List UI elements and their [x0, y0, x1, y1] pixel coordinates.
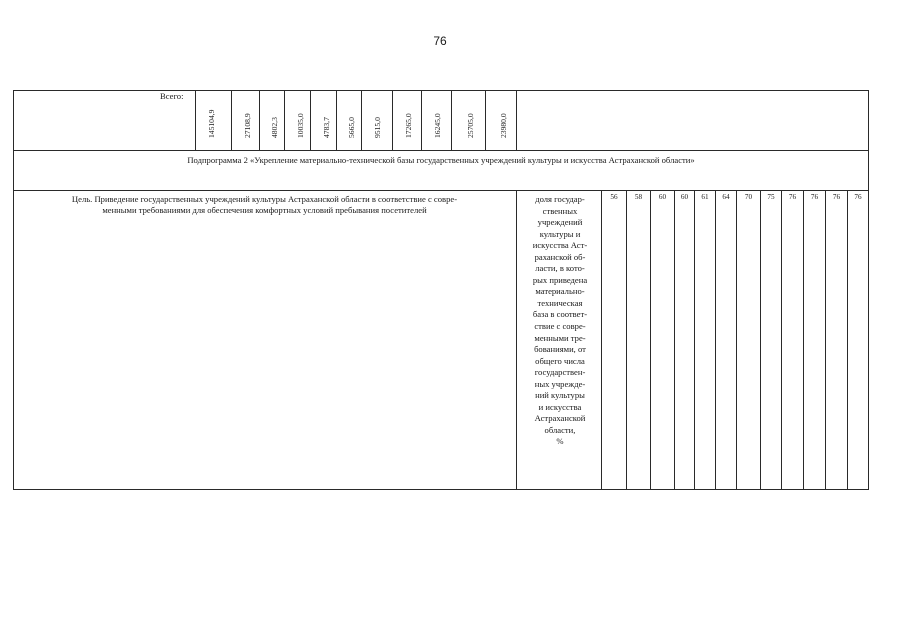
column-divider [310, 90, 311, 150]
indicator-line: общего числа [535, 355, 585, 366]
table-left-border [13, 90, 14, 490]
column-divider [421, 90, 422, 150]
column-divider [516, 90, 517, 150]
indicator-line: ственных [542, 205, 578, 216]
indicator-line: ний культуры [535, 390, 585, 401]
column-divider [361, 90, 362, 150]
indicator-line: менными тре- [534, 332, 586, 343]
indicator-value: 76 [854, 193, 862, 201]
total-value: 145104,9 [207, 109, 216, 138]
total-value-cell [263, 92, 277, 147]
total-value: 9515,0 [373, 117, 382, 138]
indicator-value: 60 [658, 193, 667, 201]
indicator-value: 64 [722, 193, 730, 201]
column-divider [736, 190, 737, 490]
total-value-cell [426, 92, 440, 147]
indicator-line: техническая [537, 297, 583, 308]
column-divider [781, 190, 782, 490]
column-divider [825, 190, 826, 490]
indicator-value: 60 [680, 193, 689, 201]
goal-text-line-2: менными требованиями для обеспечения комфортных условий пребывания посетителей [102, 205, 427, 215]
indicator-line: и искусства [538, 401, 582, 412]
total-value-cell [397, 92, 411, 147]
total-value: 25705,0 [466, 113, 475, 138]
column-divider [392, 90, 393, 150]
column-divider [195, 90, 196, 150]
total-value-cell [236, 92, 250, 147]
column-divider [715, 190, 716, 490]
indicator-value: 58 [634, 193, 643, 201]
total-value-cell [459, 92, 473, 147]
column-divider [451, 90, 452, 150]
indicator-value: 76 [788, 193, 797, 201]
indicator-line: доля государ- [535, 194, 585, 204]
total-value: 27108,9 [243, 113, 252, 138]
indicator-line: бованиями, от [534, 344, 586, 355]
column-divider [259, 90, 260, 150]
total-value: 23980,0 [499, 113, 508, 138]
total-value-cell [366, 92, 380, 147]
table-top-border [13, 90, 869, 91]
column-divider [284, 90, 285, 150]
column-divider [626, 190, 627, 490]
indicator-line: рых приведена [532, 274, 588, 285]
column-divider [485, 90, 486, 150]
total-value-cell [340, 92, 354, 147]
indicator-value: 76 [832, 193, 841, 201]
indicator-line: области, [544, 424, 576, 435]
indicator-line: культуры и [539, 228, 581, 239]
page-number: 76 [433, 34, 447, 48]
indicator-line: % [556, 436, 564, 447]
indicator-line: государствен- [534, 367, 586, 378]
total-value: 16245,0 [433, 113, 442, 138]
column-divider [674, 190, 675, 490]
column-divider [847, 190, 848, 490]
table-right-border [868, 90, 869, 490]
column-divider [650, 190, 651, 490]
indicator-line: ласти, в кото- [535, 263, 585, 274]
indicator-line: Астраханской [534, 413, 586, 424]
indicator-value: 70 [744, 193, 753, 201]
column-divider [803, 190, 804, 490]
total-value-cell [289, 92, 303, 147]
total-value: 5665,0 [347, 117, 356, 138]
goal-text-line-1: Цель. Приведение государственных учреждений культуры Астраханской области в соответствие с совре- [71, 194, 458, 204]
row-divider [13, 190, 869, 191]
column-divider [760, 190, 761, 490]
indicator-line: учреждений [537, 217, 583, 228]
column-divider [516, 190, 517, 490]
indicator-value: 61 [701, 193, 709, 201]
column-divider [694, 190, 695, 490]
indicator-value: 56 [610, 193, 618, 201]
total-value: 4802,3 [270, 117, 279, 138]
row-divider [13, 150, 869, 151]
total-value: 4783,7 [322, 117, 331, 138]
indicator-description [520, 194, 600, 448]
indicator-line: материально- [535, 286, 585, 297]
indicator-value: 76 [810, 193, 819, 201]
indicator-value: 75 [767, 193, 775, 201]
total-value-cell [492, 92, 506, 147]
column-divider [231, 90, 232, 150]
column-divider [336, 90, 337, 150]
indicator-line: искусства Аст- [532, 240, 588, 251]
indicator-line: ствие с совре- [534, 321, 586, 332]
indicator-line: раханской об- [534, 251, 586, 262]
indicator-line: ных учрежде- [534, 378, 586, 389]
total-label: Всего: [160, 91, 184, 101]
total-value: 10035,0 [296, 113, 305, 138]
total-value: 17265,0 [404, 113, 413, 138]
table-bottom-border [13, 489, 869, 490]
column-divider [601, 190, 602, 490]
total-value-cell [200, 92, 214, 147]
indicator-line: база в соответ- [532, 309, 588, 320]
subprogram-title: Подпрограмма 2 «Укрепление материально-технической базы государственных учреждений культуры и искусства Астраханской области» [187, 155, 695, 165]
total-value-cell [315, 92, 329, 147]
